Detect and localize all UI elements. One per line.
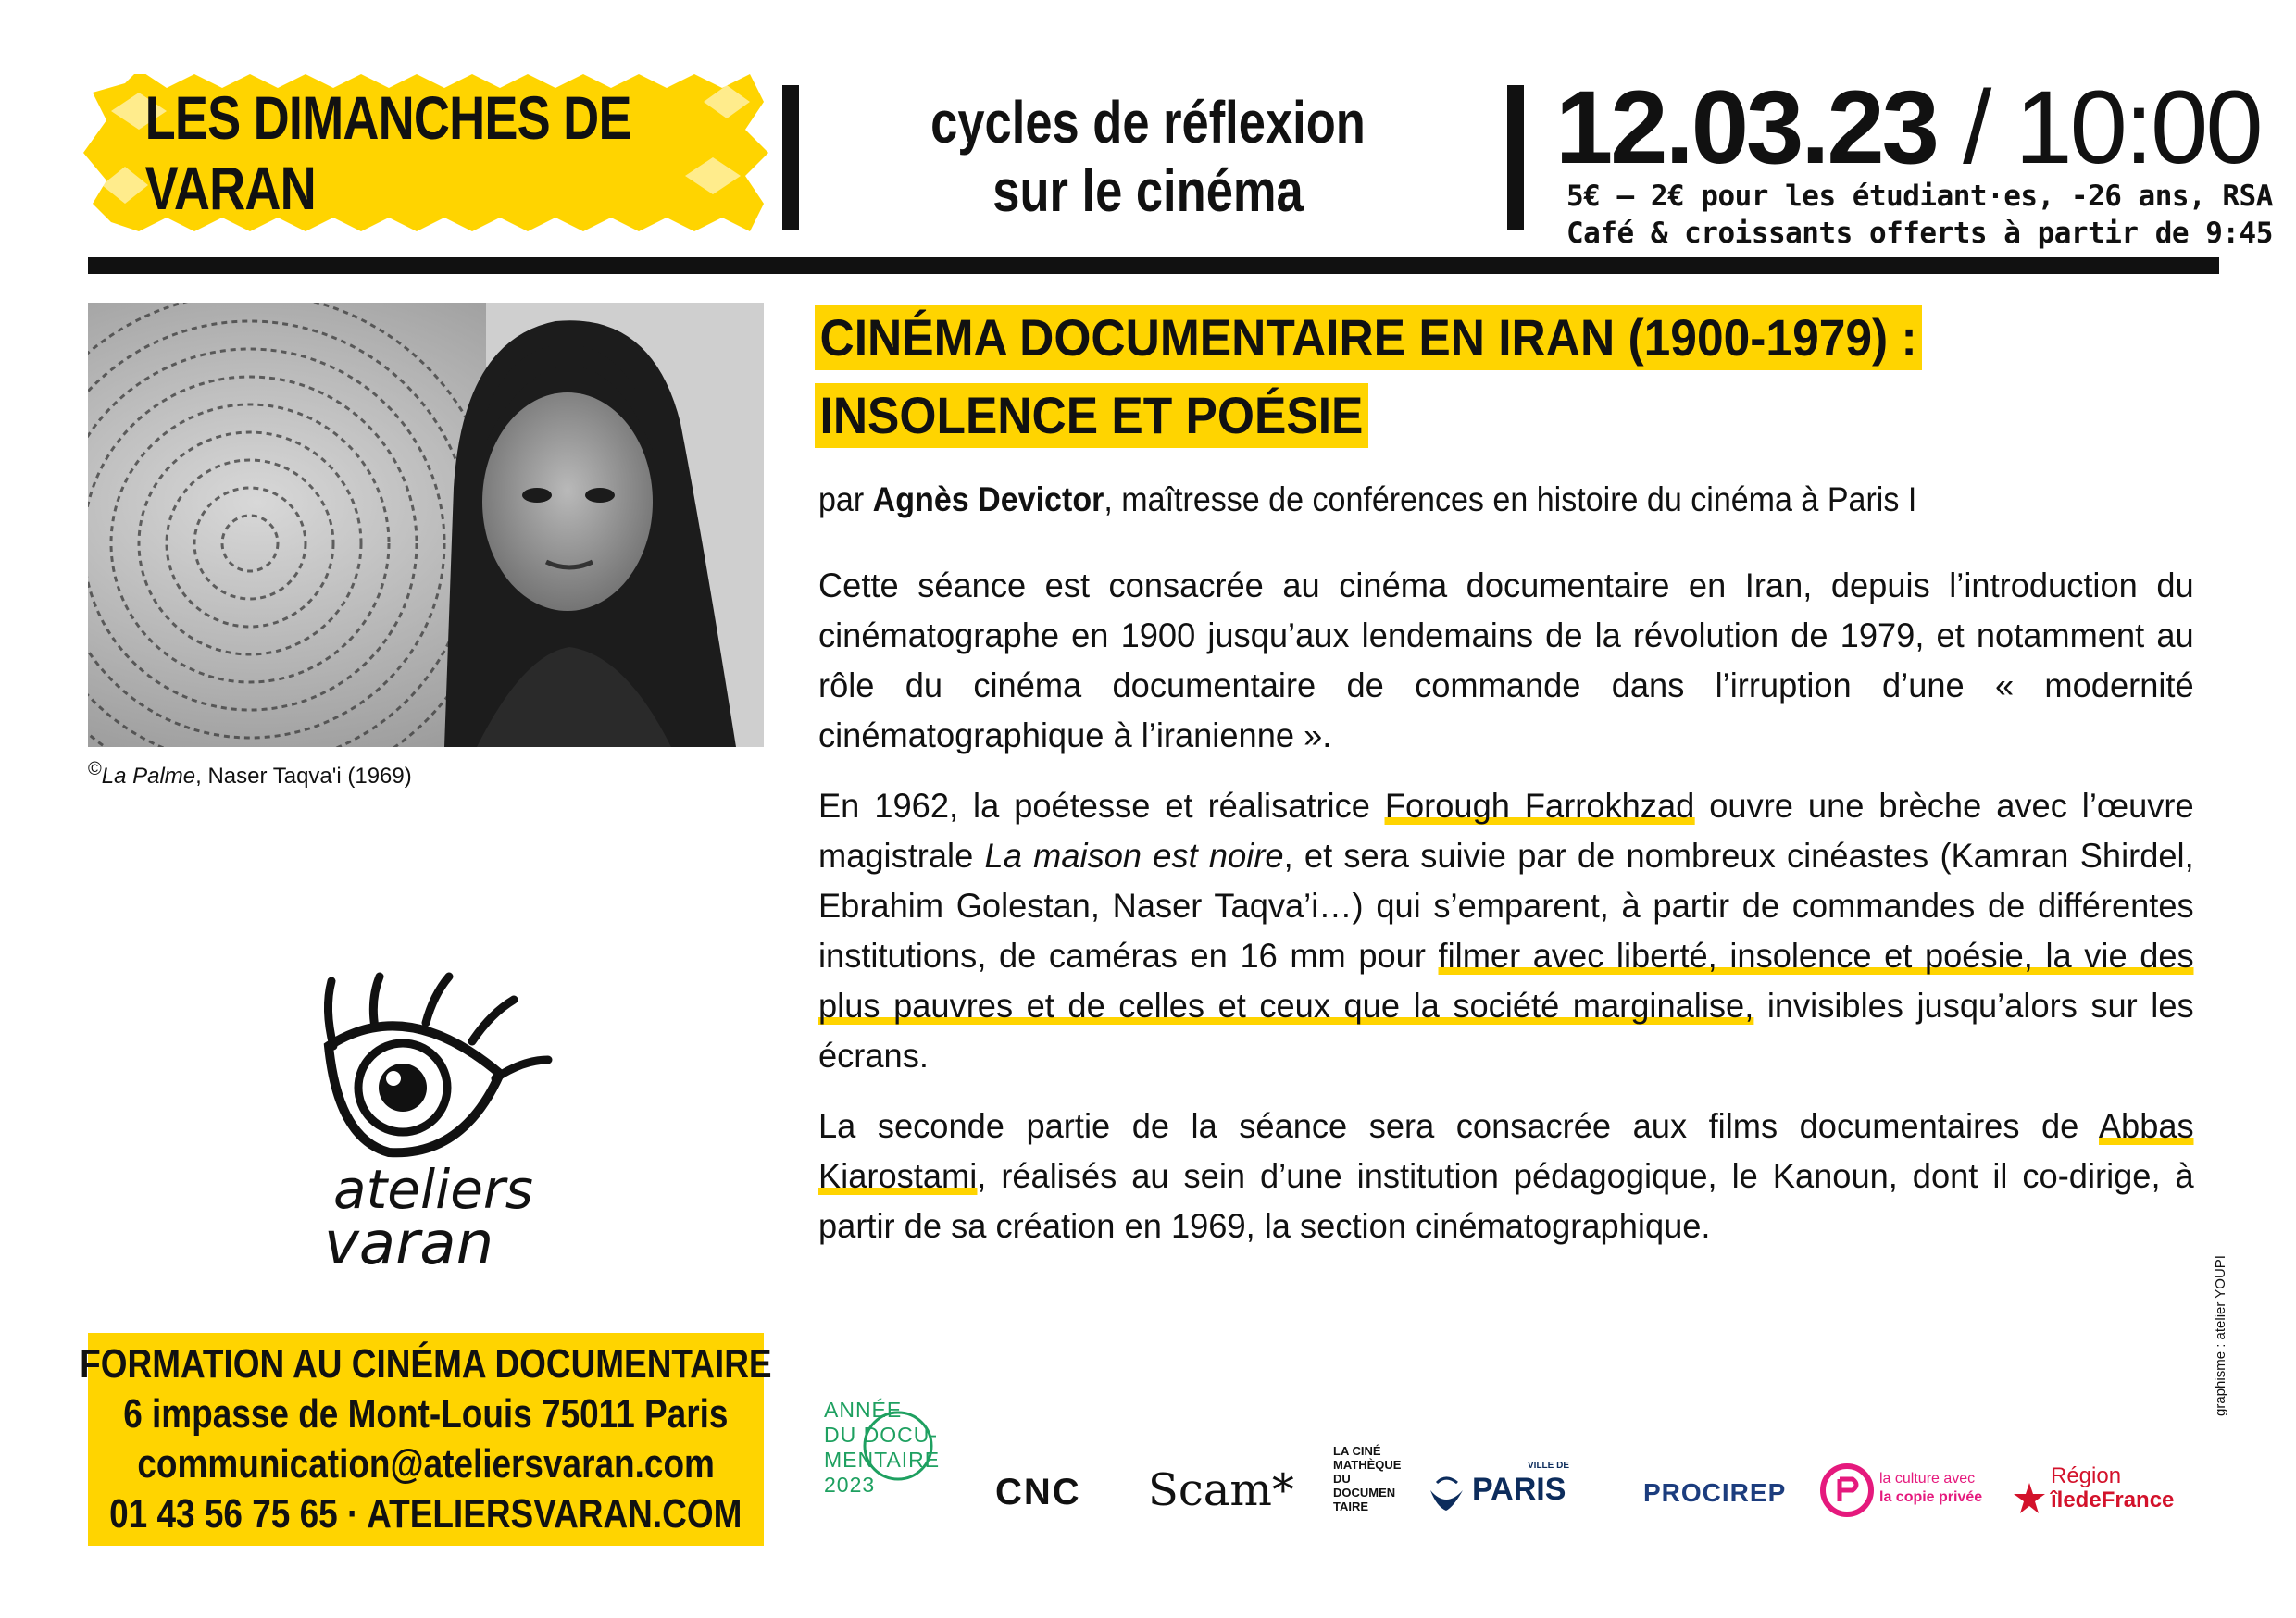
event-datetime [1555,69,2261,185]
procirep-logo: PROCIREP [1643,1478,1787,1507]
logo-word-ateliers: ateliers [333,1158,533,1221]
copie-line: la culture avec [1879,1471,1976,1487]
info-line-formation: FORMATION AU CINÉMA DOCUMENTAIRE [80,1341,772,1387]
brand-title: LES DIMANCHES DE VARAN [144,83,631,222]
highlight-phrase: filmer avec liberté, insolence et poésie, la vie des plus pauvres et de celles et ceux que la société marginalise, [818,937,2194,1025]
event-title [815,305,2222,461]
film-still-image [88,303,764,747]
caption-credit: , Naser Taqva'i (1969) [195,764,412,789]
cinematheque-line: LA CINÉ [1333,1444,1381,1458]
contact-info-box [80,1333,772,1546]
cinematheque-line: TAIRE [1333,1500,1369,1513]
price-line: 5€ — 2€ pour les étudiant·es, -26 ans, RSA [1566,180,2273,213]
vertical-divider [782,85,799,230]
film-title: La maison est noire [984,837,1284,875]
cnc-logo: CNC [995,1472,1081,1512]
annee-line: DU DOCU- [824,1423,938,1447]
paris-ship-icon [1426,1472,1467,1513]
byline-prefix: par [818,480,873,518]
circle-mark-icon [861,1409,935,1483]
title-line: INSOLENCE ET POÉSIE [815,383,1368,448]
region-idf-logo [2051,1464,2245,1512]
cinematheque-line: DOCUMEN [1333,1486,1396,1500]
annee-line: ANNÉE [824,1398,903,1422]
vertical-divider [1507,85,1524,230]
ateliers-varan-logo [306,972,555,1277]
subtitle-line: cycles de réflexion [930,89,1366,156]
copie-line: la copie privée [1879,1489,1983,1505]
sponsor-logos [815,1398,2231,1537]
header-rule [88,257,2219,274]
text-run: En 1962, la poétesse et réalisatrice [818,787,1385,825]
paragraph [818,781,2194,1081]
event-date: 12.03.23 [1555,69,1937,185]
info-line-address: 6 impasse de Mont-Louis 75011 Paris [123,1391,729,1437]
region-star-icon [2014,1483,2045,1514]
photo-caption [88,759,412,790]
info-line-phone-website[interactable]: 01 43 56 75 65 · ATELIERSVARAN.COM [109,1491,742,1537]
text-run: , et sera suivie par de nombreux cinéastes (Kamran Shirdel, Ebrahim Golestan, Naser Taqva’i…) qui s’emparent, à partir de commandes de différentes institutions, de caméras en 16 mm pour [818,837,2194,975]
design-credit: graphisme : atelier YOUPI [2213,1255,2228,1416]
speaker-byline [818,477,2113,523]
highlight-name: Abbas Kiarostami [818,1107,2194,1195]
text-run: invisibles jusqu’alors sur les écrans. [818,987,2194,1075]
copie-privee-icon [1819,1462,1875,1518]
subtitle-line: sur le cinéma [992,157,1304,224]
date-separator: / [1963,69,1990,185]
price-info [1566,178,2273,252]
copyright-mark: © [88,759,102,779]
cinematheque-line: DU [1333,1472,1351,1486]
text-run: , réalisés au sein d’une institution pédagogique, le Kanoun, dont il co-dirige, à partir de sa création en 1969, la section cinématographique. [818,1157,2194,1245]
logo-word-varan: varan [324,1210,494,1277]
annee-line: 2023 [824,1473,876,1497]
text-run: ouvre une brèche avec l’œuvre magistrale [818,787,2194,875]
brand-banner [83,74,768,231]
region-line: Région [2051,1463,2122,1488]
cinematheque-line: MATHÈQUE [1333,1458,1402,1472]
event-description [818,561,2194,1272]
annee-documentaire-logo [824,1398,963,1498]
breakfast-line: Café & croissants offerts à partir de 9:45 [1566,217,2273,250]
event-time: 10:00 [2015,69,2261,185]
paris-logo: PARIS [1472,1472,1566,1507]
text-run: La seconde partie de la séance sera consacrée aux films documentaires de [818,1107,2099,1145]
paragraph: Cette séance est consacrée au cinéma documentaire en Iran, depuis l’introduction du cinématographe en 1900 jusqu’aux lendemains de la révolution de 1979, et notamment au rôle du cinéma documentaire de commande dans l’irruption d’une « modernité cinématographique à l’iranienne ». [818,566,2194,754]
speaker-title: , maîtresse de conférences en histoire du cinéma à Paris I [1104,480,1917,518]
paris-logo-small: VILLE DE [1528,1461,1570,1471]
info-line-email[interactable]: communication@ateliersvaran.com [137,1441,715,1487]
region-line: îledeFrance [2051,1487,2175,1512]
paragraph [818,1101,2194,1251]
title-line: CINÉMA DOCUMENTAIRE EN IRAN (1900-1979) : [815,305,1922,370]
caption-film-title: La Palme [101,764,196,789]
highlight-name: Forough Farrokhzad [1384,787,1695,825]
annee-line: MENTAIRE [824,1448,941,1472]
speaker-name: Agnès Devictor [872,480,1104,518]
scam-logo: Scam* [1148,1464,1294,1516]
series-subtitle [890,88,1406,225]
